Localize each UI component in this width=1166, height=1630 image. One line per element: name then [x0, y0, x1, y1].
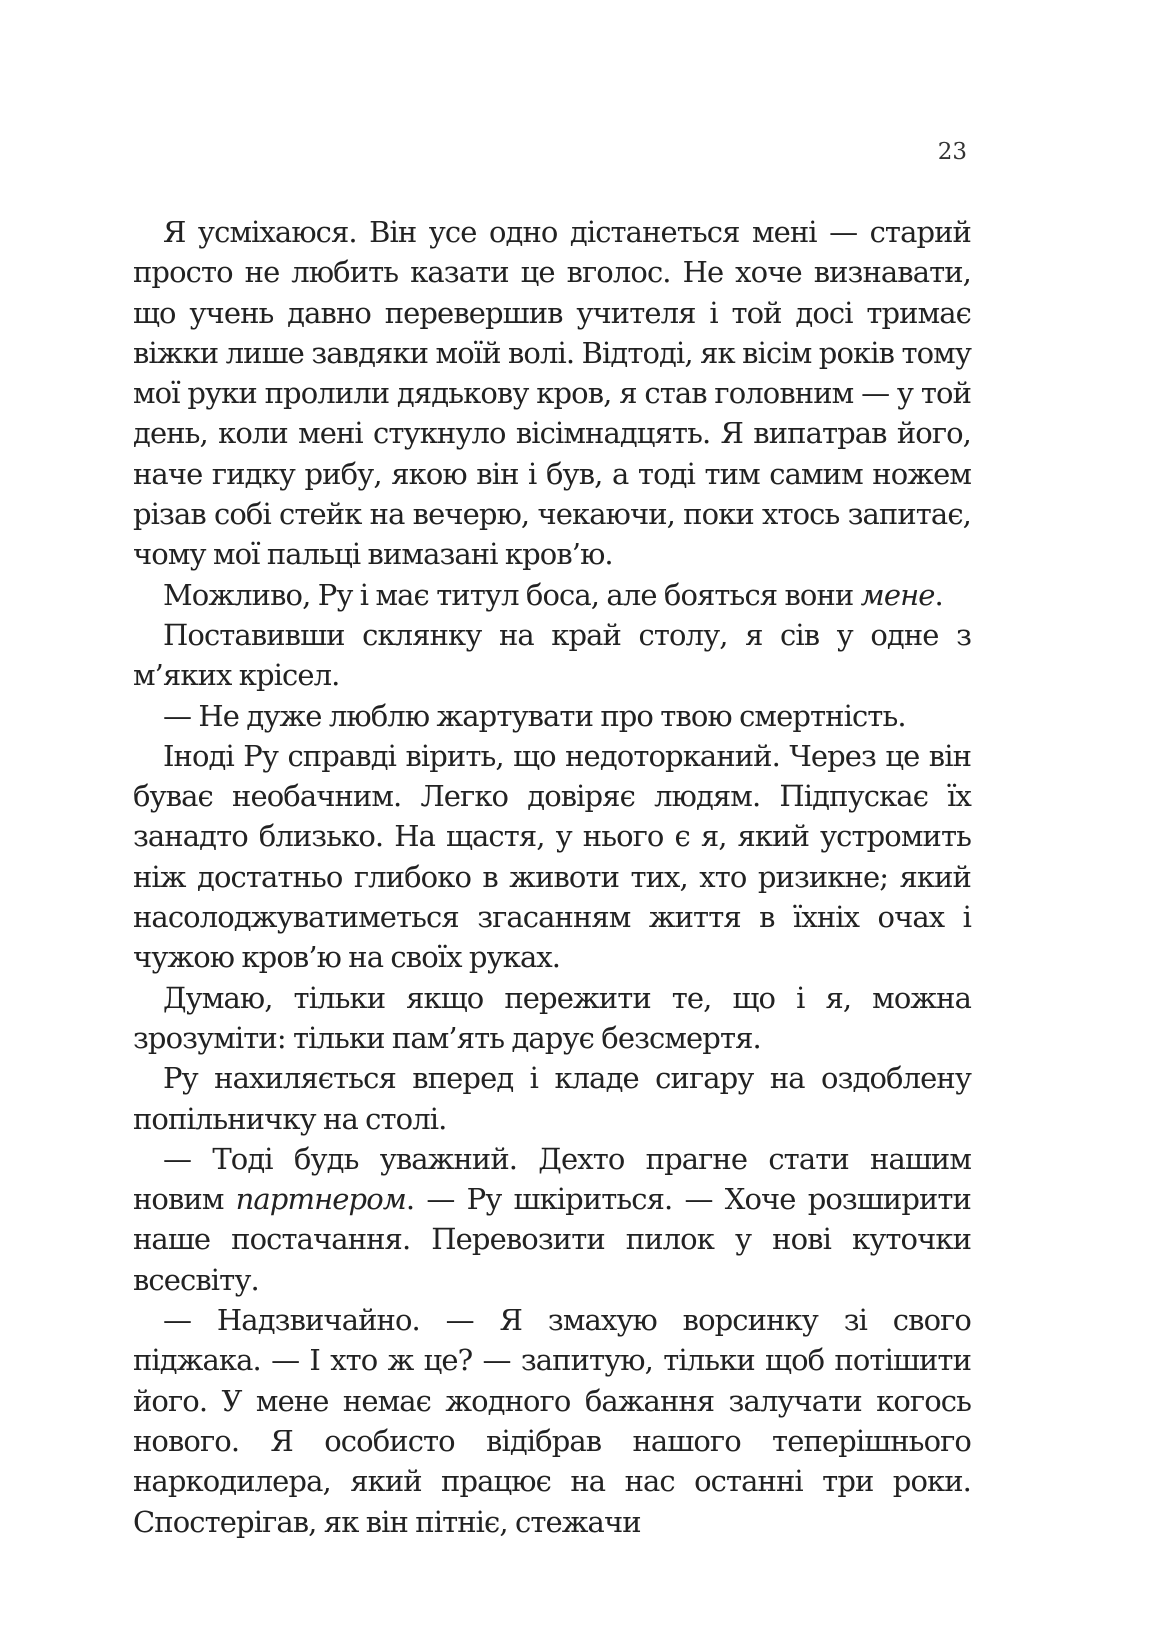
paragraph: Ру нахиляється вперед і кладе сигару на оздоблену попільничку на столі. — [133, 1061, 971, 1136]
paragraph: Поставивши склянку на край столу, я сів у одне з м’яких крісел. — [133, 617, 971, 693]
body-text — [133, 212, 971, 1542]
page-number: 23 — [937, 139, 967, 165]
paragraph: Я усміхаюся. Він усе одно дістанеться мені — старий просто не любить казати це вголос. Не хоче визнавати, що учень давно перевершив учителя і той досі тримає віжки лише завдяки моїй волі. Відтоді, як вісім років тому мої руки пролили дядькову кров, я став головним — у той день, коли мені стукнуло вісімнадцять. Я випатрав його, наче гидку рибу, якою він і був, а тоді тим самим ножем різав собі стейк на вечерю, чекаючи, поки хтось запитає, чому мої пальці вимазані кров’ю. — [133, 215, 971, 572]
paragraph: — Надзвичайно. — Я змахую ворсинку зі свого піджака. — І хто ж це? — запитую, тільки щоб потішити його. У мене немає жодного бажання залучати когось нового. Я особисто відібрав нашого теперішнього наркодилера, який працює на нас останні три роки. Спостерігав, як він пітніє, стежачи — [133, 1303, 971, 1539]
paragraph: Іноді Ру справді вірить, що недоторканий. Через це він буває необачним. Легко довіряє людям. Підпускає їх занадто близько. На щастя, у нього є я, який устромить ніж достатньо глибоко в животи тих, хто ризикне; який насолоджуватиметься згасанням життя в їхніх очах і чужою кров’ю на своїх руках. — [133, 738, 971, 975]
paragraph: Думаю, тільки якщо пережити те, що і я, можна зрозуміти: тільки пам’ять дарує безсмертя. — [133, 980, 971, 1055]
paragraph: Можливо, Ру і має титул боса, але бояться вони мене. — [163, 577, 943, 612]
paragraph: — Не дуже люблю жартувати про твою смертність. — [163, 698, 906, 733]
italic-emphasis: мене — [860, 577, 935, 612]
italic-emphasis: партнером — [235, 1182, 406, 1217]
paragraph: — Тоді будь уважний. Дехто прагне стати нашим новим партнером. — Ру шкіриться. — Хоче розширити наше постачання. Перевозити пилок у нові куточки всесвіту. — [133, 1141, 971, 1297]
